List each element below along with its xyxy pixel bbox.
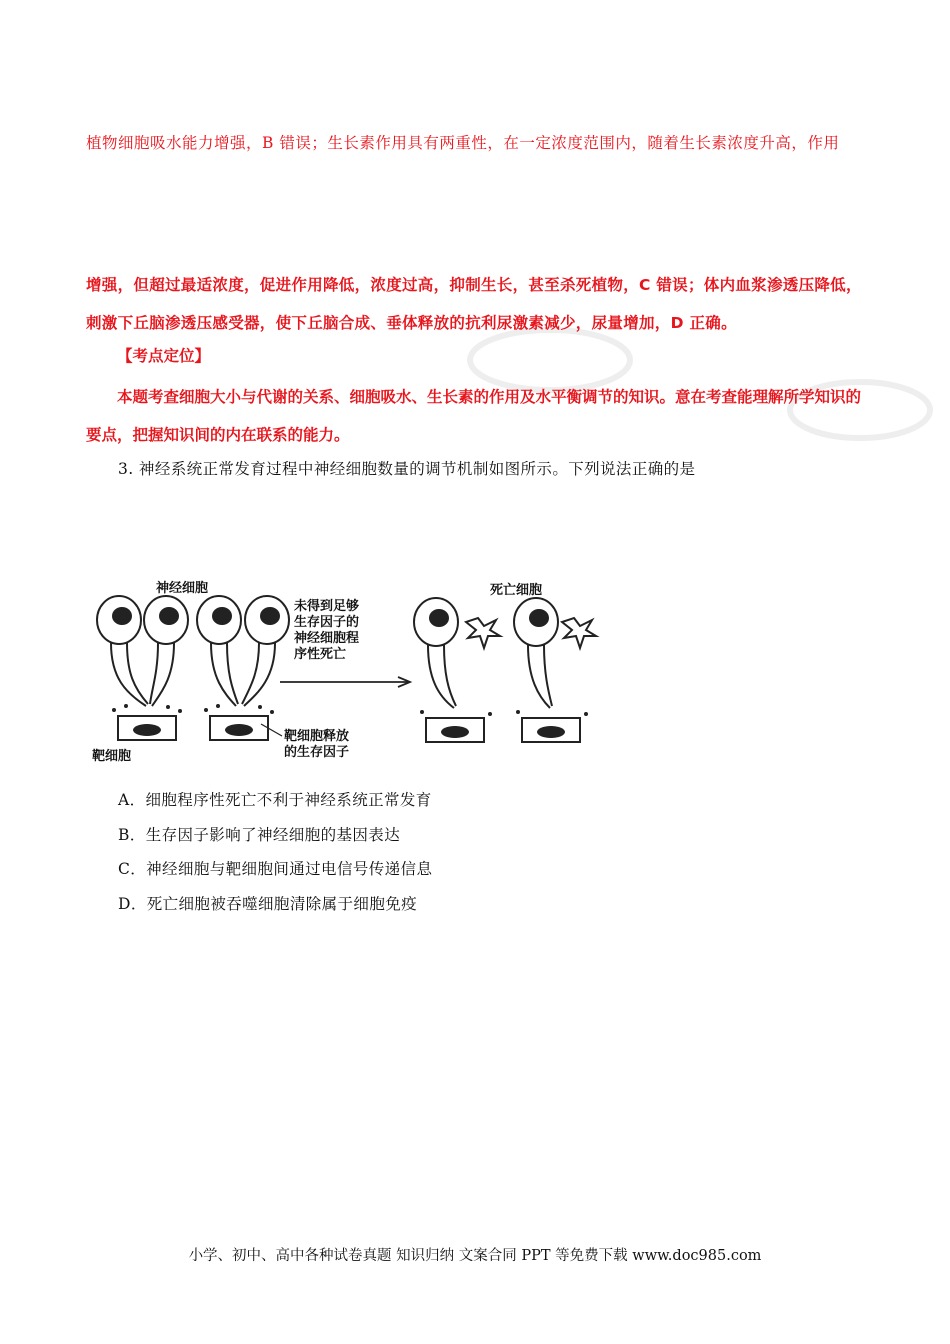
- option-b[interactable]: B．生存因子影响了神经细胞的基因表达: [118, 825, 401, 844]
- option-d[interactable]: D．死亡细胞被吞噬细胞清除属于细胞免疫: [118, 894, 418, 913]
- explanation-line-1: 植物细胞吸水能力增强，B 错误；生长素作用具有两重性，在一定浓度范围内，随着生长素浓度升高，作用: [86, 134, 840, 152]
- explanation-paragraph-2: [86, 266, 876, 342]
- kaodian-label: 【考点定位】: [117, 347, 211, 365]
- label-dead: 死亡细胞: [490, 583, 543, 598]
- arrow-text-4: 序性死亡: [294, 647, 347, 662]
- kaodian-text: 本题考查细胞大小与代谢的关系、细胞吸水、生长素的作用及水平衡调节的知识。意在考查能理解所学知识的要点，把握知识间的内在联系的能力。: [86, 388, 862, 444]
- dead-cell-1: [466, 618, 500, 648]
- arrow-text-1: 未得到足够: [294, 599, 360, 614]
- option-a[interactable]: A．细胞程序性死亡不利于神经系统正常发育: [118, 791, 432, 809]
- label-target: 靶细胞: [92, 749, 132, 764]
- option-c[interactable]: C．神经细胞与靶细胞间通过电信号传递信息: [118, 860, 433, 878]
- explanation-paragraph-1: [86, 124, 876, 162]
- dead-cell-2: [562, 618, 596, 648]
- neuron-regulation-figure: [86, 578, 606, 768]
- question-stem: 3. 神经系统正常发育过程中神经细胞数量的调节机制如图所示。下列说法正确的是: [118, 460, 696, 478]
- label-neuron: 神经细胞: [156, 581, 209, 596]
- page-footer: 小学、初中、高中各种试卷真题 知识归纳 文案合同 PPT 等免费下载 www.doc985.com: [188, 1248, 762, 1264]
- answer-options: [118, 790, 432, 928]
- arrow-text-2: 生存因子的: [294, 615, 360, 630]
- factor-text-2: 的生存因子: [284, 745, 350, 760]
- explanation-line-2: 增强，但超过最适浓度，促进作用降低，浓度过高，抑制生长，甚至杀死植物，C 错误；体内血浆渗透压降低，刺激下丘脑渗透压感受器，使下丘脑合成、垂体释放的抗利尿激素减少，尿量增加，D 正确。: [86, 276, 862, 332]
- factor-text-1: 靶细胞释放: [284, 729, 350, 744]
- arrow-text-3: 神经细胞程: [294, 631, 360, 646]
